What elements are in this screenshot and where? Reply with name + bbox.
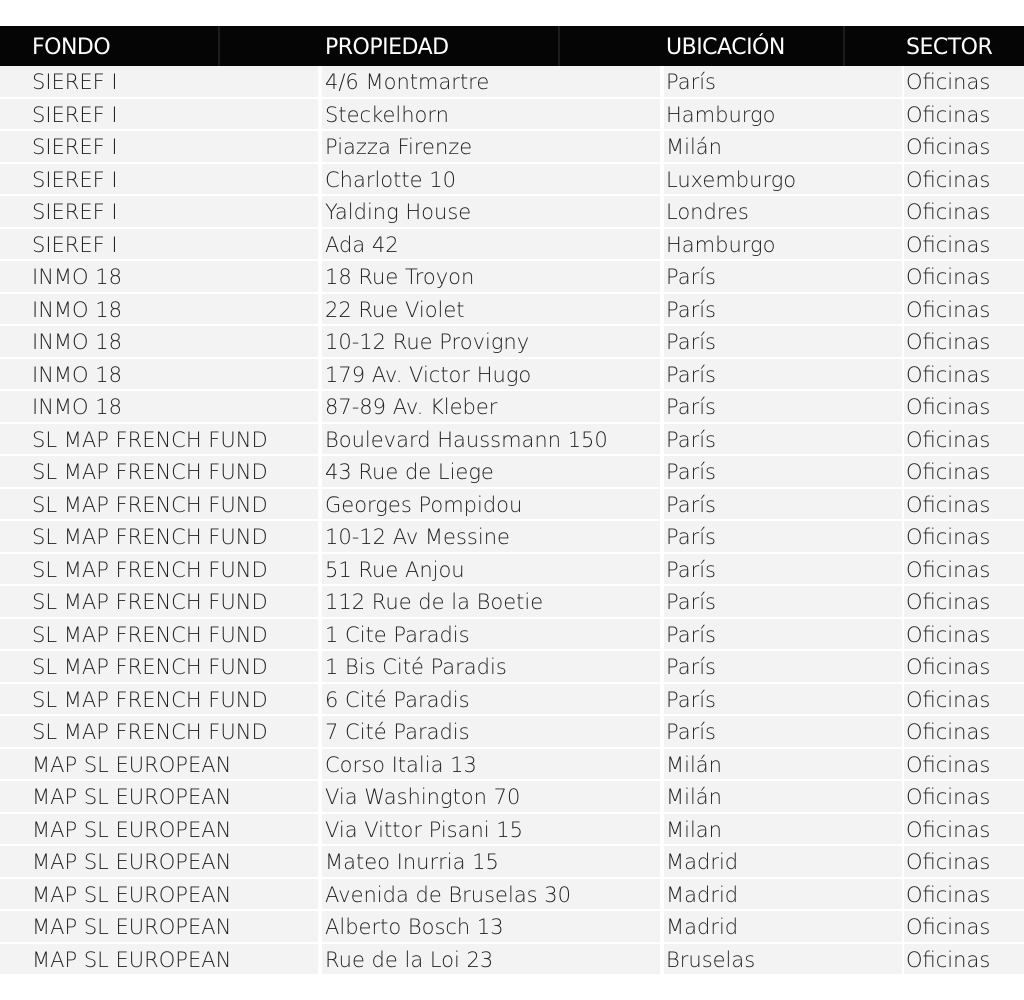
cell-fondo: SL MAP FRENCH FUND <box>32 622 268 647</box>
cell-propiedad: 6 Cité Paradis <box>325 687 470 712</box>
cell-fondo: SL MAP FRENCH FUND <box>32 687 268 712</box>
header-fondo: FONDO <box>32 35 111 60</box>
cell-ubicacion: París <box>666 330 716 354</box>
cell-fondo: INMO 18 <box>32 395 122 419</box>
cell-fondo: SIEREF I <box>32 70 118 94</box>
cell-ubicacion: París <box>666 655 716 679</box>
cell-ubicacion: París <box>666 590 716 614</box>
cell-ubicacion: París <box>666 70 716 94</box>
cell-propiedad: Piazza Firenze <box>325 135 473 159</box>
table-row <box>0 424 1024 457</box>
cell-fondo: SL MAP FRENCH FUND <box>32 427 268 452</box>
cell-ubicacion: París <box>666 362 716 387</box>
cell-propiedad: Georges Pompidou <box>325 492 523 517</box>
table-row <box>0 911 1024 944</box>
table-row <box>0 326 1024 359</box>
cell-propiedad: Steckelhorn <box>325 102 449 127</box>
table-row <box>0 879 1024 912</box>
cell-ubicacion: Hamburgo <box>666 102 776 127</box>
cell-fondo: SIEREF I <box>32 135 118 159</box>
table-row <box>0 944 1024 977</box>
cell-ubicacion: Hamburgo <box>666 232 776 257</box>
cell-fondo: MAP SL EUROPEAN <box>32 947 232 972</box>
properties-table <box>0 26 1024 976</box>
cell-fondo: MAP SL EUROPEAN <box>32 850 232 874</box>
cell-sector: Oficinas <box>906 167 991 192</box>
cell-sector: Oficinas <box>906 915 991 939</box>
cell-propiedad: Via Washington 70 <box>325 785 521 809</box>
header-divider <box>843 26 845 66</box>
cell-propiedad: Alberto Bosch 13 <box>325 915 504 939</box>
cell-fondo: MAP SL EUROPEAN <box>32 882 232 907</box>
cell-sector: Oficinas <box>906 655 991 679</box>
cell-sector: Oficinas <box>906 200 991 224</box>
cell-propiedad: 4/6 Montmartre <box>325 70 490 94</box>
cell-fondo: SL MAP FRENCH FUND <box>32 720 268 744</box>
cell-sector: Oficinas <box>906 362 991 387</box>
table-row <box>0 456 1024 489</box>
cell-sector: Oficinas <box>906 590 991 614</box>
cell-fondo: MAP SL EUROPEAN <box>32 817 232 842</box>
cell-propiedad: 43 Rue de Liege <box>325 460 494 484</box>
cell-ubicacion: Luxemburgo <box>666 167 797 192</box>
cell-sector: Oficinas <box>906 850 991 874</box>
table-row <box>0 846 1024 879</box>
cell-sector: Oficinas <box>906 752 991 777</box>
cell-ubicacion: París <box>666 265 716 289</box>
header-ubicacion: UBICACIÓN <box>666 35 785 60</box>
cell-sector: Oficinas <box>906 460 991 484</box>
cell-fondo: MAP SL EUROPEAN <box>32 785 232 809</box>
table-header <box>0 26 1024 66</box>
table-row <box>0 99 1024 132</box>
cell-propiedad: Avenida de Bruselas 30 <box>325 882 572 907</box>
cell-fondo: SL MAP FRENCH FUND <box>32 590 268 614</box>
cell-propiedad: Rue de la Loi 23 <box>325 947 494 972</box>
cell-propiedad: 18 Rue Troyon <box>325 265 475 289</box>
cell-fondo: INMO 18 <box>32 297 122 322</box>
cell-sector: Oficinas <box>906 687 991 712</box>
cell-fondo: SL MAP FRENCH FUND <box>32 525 268 549</box>
table-body <box>0 66 1024 976</box>
table-row <box>0 261 1024 294</box>
table-row <box>0 131 1024 164</box>
cell-fondo: SIEREF I <box>32 167 118 192</box>
cell-ubicacion: Londres <box>666 200 749 224</box>
cell-sector: Oficinas <box>906 947 991 972</box>
cell-sector: Oficinas <box>906 557 991 582</box>
cell-propiedad: 179 Av. Victor Hugo <box>325 362 532 387</box>
cell-ubicacion: París <box>666 525 716 549</box>
table-row <box>0 716 1024 749</box>
cell-fondo: SIEREF I <box>32 200 118 224</box>
cell-propiedad: 1 Cite Paradis <box>325 622 470 647</box>
table-row <box>0 229 1024 262</box>
cell-sector: Oficinas <box>906 102 991 127</box>
cell-propiedad: Yalding House <box>325 200 472 224</box>
table-row <box>0 749 1024 782</box>
cell-ubicacion: Milán <box>666 785 722 809</box>
cell-propiedad: 10-12 Rue Provigny <box>325 330 530 354</box>
cell-sector: Oficinas <box>906 720 991 744</box>
cell-propiedad: 22 Rue Violet <box>325 297 465 322</box>
cell-fondo: INMO 18 <box>32 265 122 289</box>
cell-sector: Oficinas <box>906 817 991 842</box>
cell-sector: Oficinas <box>906 395 991 419</box>
table-row <box>0 586 1024 619</box>
table-row <box>0 554 1024 587</box>
cell-ubicacion: Milan <box>666 817 722 842</box>
cell-fondo: MAP SL EUROPEAN <box>32 752 232 777</box>
table-row <box>0 196 1024 229</box>
header-propiedad: PROPIEDAD <box>325 35 449 60</box>
cell-propiedad: Charlotte 10 <box>325 167 456 192</box>
table-row <box>0 781 1024 814</box>
cell-ubicacion: Milán <box>666 752 722 777</box>
cell-sector: Oficinas <box>906 427 991 452</box>
table-row <box>0 359 1024 392</box>
cell-ubicacion: París <box>666 687 716 712</box>
cell-sector: Oficinas <box>906 492 991 517</box>
cell-ubicacion: Madrid <box>666 915 739 939</box>
cell-ubicacion: Milán <box>666 135 722 159</box>
cell-fondo: SIEREF I <box>32 232 118 257</box>
header-sector: SECTOR <box>906 35 993 60</box>
cell-sector: Oficinas <box>906 622 991 647</box>
table-row <box>0 164 1024 197</box>
cell-fondo: SL MAP FRENCH FUND <box>32 460 268 484</box>
table-row <box>0 651 1024 684</box>
cell-propiedad: 1 Bis Cité Paradis <box>325 655 507 679</box>
cell-sector: Oficinas <box>906 135 991 159</box>
cell-propiedad: Mateo Inurria 15 <box>325 850 499 874</box>
cell-fondo: SL MAP FRENCH FUND <box>32 655 268 679</box>
cell-ubicacion: París <box>666 492 716 517</box>
table-row <box>0 294 1024 327</box>
cell-ubicacion: París <box>666 395 716 419</box>
cell-sector: Oficinas <box>906 882 991 907</box>
cell-propiedad: 51 Rue Anjou <box>325 557 465 582</box>
cell-propiedad: Via Vittor Pisani 15 <box>325 817 524 842</box>
cell-ubicacion: París <box>666 622 716 647</box>
table-row <box>0 521 1024 554</box>
header-divider <box>558 26 560 66</box>
header-divider <box>218 26 220 66</box>
table-row <box>0 66 1024 99</box>
cell-propiedad: 10-12 Av Messine <box>325 525 510 549</box>
table-row <box>0 814 1024 847</box>
table-row <box>0 489 1024 522</box>
cell-ubicacion: París <box>666 557 716 582</box>
cell-ubicacion: París <box>666 297 716 322</box>
cell-ubicacion: París <box>666 720 716 744</box>
cell-propiedad: 7 Cité Paradis <box>325 720 470 744</box>
cell-fondo: SIEREF I <box>32 102 118 127</box>
table-row <box>0 684 1024 717</box>
cell-ubicacion: Madrid <box>666 850 739 874</box>
cell-fondo: INMO 18 <box>32 330 122 354</box>
cell-ubicacion: Bruselas <box>666 947 756 972</box>
cell-sector: Oficinas <box>906 70 991 94</box>
cell-sector: Oficinas <box>906 330 991 354</box>
cell-propiedad: Boulevard Haussmann 150 <box>325 427 608 452</box>
cell-fondo: MAP SL EUROPEAN <box>32 915 232 939</box>
cell-fondo: SL MAP FRENCH FUND <box>32 492 268 517</box>
table-row <box>0 619 1024 652</box>
cell-propiedad: Ada 42 <box>325 232 399 257</box>
cell-propiedad: 87-89 Av. Kleber <box>325 395 498 419</box>
cell-propiedad: 112 Rue de la Boetie <box>325 590 544 614</box>
cell-sector: Oficinas <box>906 525 991 549</box>
cell-ubicacion: París <box>666 427 716 452</box>
cell-fondo: SL MAP FRENCH FUND <box>32 557 268 582</box>
cell-sector: Oficinas <box>906 265 991 289</box>
cell-propiedad: Corso Italia 13 <box>325 752 477 777</box>
cell-fondo: INMO 18 <box>32 362 122 387</box>
cell-ubicacion: Madrid <box>666 882 739 907</box>
cell-sector: Oficinas <box>906 297 991 322</box>
table-row <box>0 391 1024 424</box>
cell-sector: Oficinas <box>906 785 991 809</box>
cell-ubicacion: París <box>666 460 716 484</box>
cell-sector: Oficinas <box>906 232 991 257</box>
